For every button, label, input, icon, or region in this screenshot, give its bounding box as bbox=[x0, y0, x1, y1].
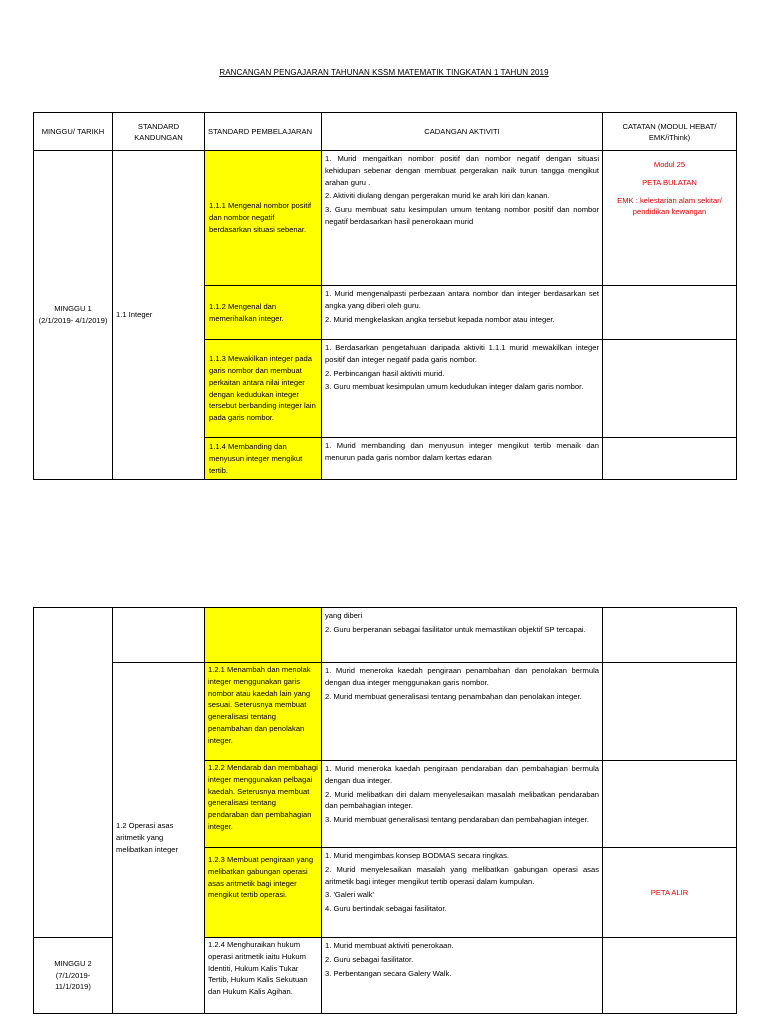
notes-cell bbox=[603, 151, 737, 286]
notes-cell bbox=[603, 286, 737, 340]
week-cell: MINGGU 2 (7/1/2019- 11/1/2019) bbox=[34, 938, 113, 1014]
activity-item: 1. Murid meneroka kaedah pengiraan pendaraban dan pembahagian bermula dengan dua integer. bbox=[325, 764, 599, 785]
header-standard-pembelajaran: STANDARD PEMBELAJARAN bbox=[205, 113, 322, 151]
document-title: RANCANGAN PENGAJARAN TAHUNAN KSSM MATEMATIK TINGKATAN 1 TAHUN 2019 bbox=[219, 68, 549, 77]
activity-item: 2. Murid melibatkan diri dalam menyelesaikan masalah melibatkan pendaraban dan pembahagian integer. bbox=[325, 789, 599, 811]
note-text: Modul 25 bbox=[653, 160, 686, 169]
activity-item: 2. Murid mengkelaskan angka tersebut kepada nombor atau integer. bbox=[325, 314, 555, 324]
lesson-plan-table-2 bbox=[33, 607, 737, 1014]
header-row bbox=[34, 113, 737, 151]
standard-pembelajaran-cell: 1.1.3 Mewakilkan integer pada garis nombor dan membuat perkaitan antara nilai integer dengan kedudukan integer tersebut berbanding integer lain pada garis nombor. bbox=[205, 340, 322, 438]
standard-pembelajaran-cell: 1.2.3 Membuat pengiraan yang melibatkan gabungan operasi asas aritmetik bagi integer mengikut tertib operasi. bbox=[205, 848, 322, 938]
header-minggu: MINGGU/ TARIKH bbox=[34, 113, 113, 151]
table-row bbox=[34, 608, 737, 663]
activity-cell bbox=[322, 761, 603, 848]
activity-item: 4. Guru bertindak sebagai fasilitator. bbox=[325, 904, 447, 914]
activity-cell bbox=[322, 938, 603, 1014]
week-cell bbox=[34, 608, 113, 938]
notes-cell bbox=[603, 340, 737, 438]
notes-cell bbox=[603, 761, 737, 848]
lesson-plan-table-1 bbox=[33, 112, 737, 480]
activity-item: 2. Guru berperanan sebagai fasilitator untuk memastikan objektif SP tercapai. bbox=[325, 624, 586, 634]
activity-cell bbox=[322, 608, 603, 663]
activity-item: 1. Berdasarkan pengetahuan daripada aktiviti 1.1.1 murid mewakilkan integer positif dan integer negatif pada garis nombor. bbox=[325, 343, 599, 364]
standard-pembelajaran-cell: 1.1.1 Mengenal nombor positif dan nombor negatif berdasarkan situasi sebenar. bbox=[205, 151, 322, 286]
notes-cell bbox=[603, 438, 737, 480]
standard-pembelajaran-cell: 1.1.4 Membanding dan menyusun integer mengikut tertib. bbox=[205, 438, 322, 480]
activity-item: 3. Guru membuat kesimpulan umum kedudukan integer dalam garis nombor. bbox=[325, 382, 584, 392]
activity-cell bbox=[322, 340, 603, 438]
standard-pembelajaran-cell: 1.2.2 Mendarab dan membahagi integer menggunakan pelbagai kaedah. Seterusnya membuat generalisasi tentang pendaraban dan pembahagian integer. bbox=[205, 761, 322, 848]
standard-pembelajaran-cell: 1.2.4 Menghuraikan hukum operasi aritmetik iaitu Hukum Identiti, Hukum Kalis Tukar Tertib, Hukum Kalis Sekutuan dan Hukum Kalis Agihan. bbox=[205, 938, 322, 1014]
notes-cell bbox=[603, 608, 737, 663]
note-text: EMK : kelestarian alam sekitar/ pendidikan kewangan bbox=[617, 195, 722, 217]
activity-cell bbox=[322, 663, 603, 761]
activity-item: 1. Murid mengimbas konsep BODMAS secara ringkas. bbox=[325, 851, 510, 860]
standard-pembelajaran-cell: 1.1.2 Mengenal dan memerihalkan integer. bbox=[205, 286, 322, 340]
activity-item: 1. Murid membanding dan menyusun integer mengikut tertib menaik dan menurun pada garis nombor dalam kertas edaran bbox=[325, 441, 599, 462]
activity-cell bbox=[322, 848, 603, 938]
table-row bbox=[34, 151, 737, 286]
activity-item: 1. Murid membuat aktiviti penerokaan. bbox=[325, 941, 454, 950]
activity-item: 2. Murid menyelesaikan masalah yang melibatkan gabungan operasi asas aritmetik bagi integer mengikut tertib operasi dalam kumpulan. bbox=[325, 864, 599, 886]
table-row bbox=[34, 663, 737, 761]
note-text: PETA BULATAN bbox=[642, 177, 697, 187]
header-cadangan-aktiviti: CADANGAN AKTIVITI bbox=[322, 113, 603, 151]
standard-pembelajaran-cell: 1.2.1 Menambah dan menolak integer menggunakan garis nombor atau kaedah lain yang sesuai. Seterusnya membuat generalisasi tentang penambahan dan penolakan integer. bbox=[205, 663, 322, 761]
activity-cell bbox=[322, 286, 603, 340]
notes-cell bbox=[603, 663, 737, 761]
activity-cell bbox=[322, 151, 603, 286]
activity-item: yang diberi bbox=[325, 611, 363, 620]
week-cell: MINGGU 1 (2/1/2019- 4/1/2019) bbox=[34, 151, 113, 480]
activity-item: 3. Murid membuat generalisasi tentang pendaraban dan pembahagian integer. bbox=[325, 815, 589, 825]
activity-cell bbox=[322, 438, 603, 480]
activity-item: 2. Aktiviti diulang dengan pergerakan murid ke arah kiri dan kanan. bbox=[325, 191, 550, 201]
activity-item: 1. Murid mengaitkan nombor positif dan nombor negatif dengan situasi kehidupan sebenar dengan membuat pergerakan naik turun tangga mengikut arahan guru . bbox=[325, 154, 599, 187]
standard-kandungan-cell: 1.1 Integer bbox=[113, 151, 205, 480]
activity-item: 1. Murid mengenalpasti perbezaan antara nombor dan integer berdasarkan set angka yang diberi oleh guru. bbox=[325, 289, 599, 310]
activity-item: 3. Perbentangan secara Galery Walk. bbox=[325, 968, 452, 978]
activity-item: 2. Perbincangan hasil aktiviti murid. bbox=[325, 368, 445, 378]
standard-pembelajaran-cell bbox=[205, 608, 322, 663]
standard-kandungan-cell: 1.2 Operasi asas aritmetik yang melibatkan integer bbox=[113, 663, 205, 1014]
activity-item: 2. Murid membuat generalisasi tentang penambahan dan penolakan integer. bbox=[325, 691, 582, 701]
standard-kandungan-cell bbox=[113, 608, 205, 663]
activity-item: 1. Murid meneroka kaedah pengiraan penambahan dan penolakan bermula dengan dua integer menggunakan garis nombor. bbox=[325, 666, 599, 687]
notes-cell bbox=[603, 938, 737, 1014]
activity-item: 2. Guru sebagai fasilitator. bbox=[325, 954, 414, 964]
activity-item: 3. Guru membuat satu kesimpulan umum tentang nombor positif dan nombor negatif berdasarkan hasil penerokaan murid bbox=[325, 205, 599, 226]
notes-cell: PETA ALIR bbox=[603, 848, 737, 938]
header-standard-kandungan: STANDARD KANDUNGAN bbox=[113, 113, 205, 151]
activity-item: 3. 'Galeri walk' bbox=[325, 890, 374, 900]
header-catatan: CATATAN (MODUL HEBAT/ EMK/iThink) bbox=[603, 113, 737, 151]
